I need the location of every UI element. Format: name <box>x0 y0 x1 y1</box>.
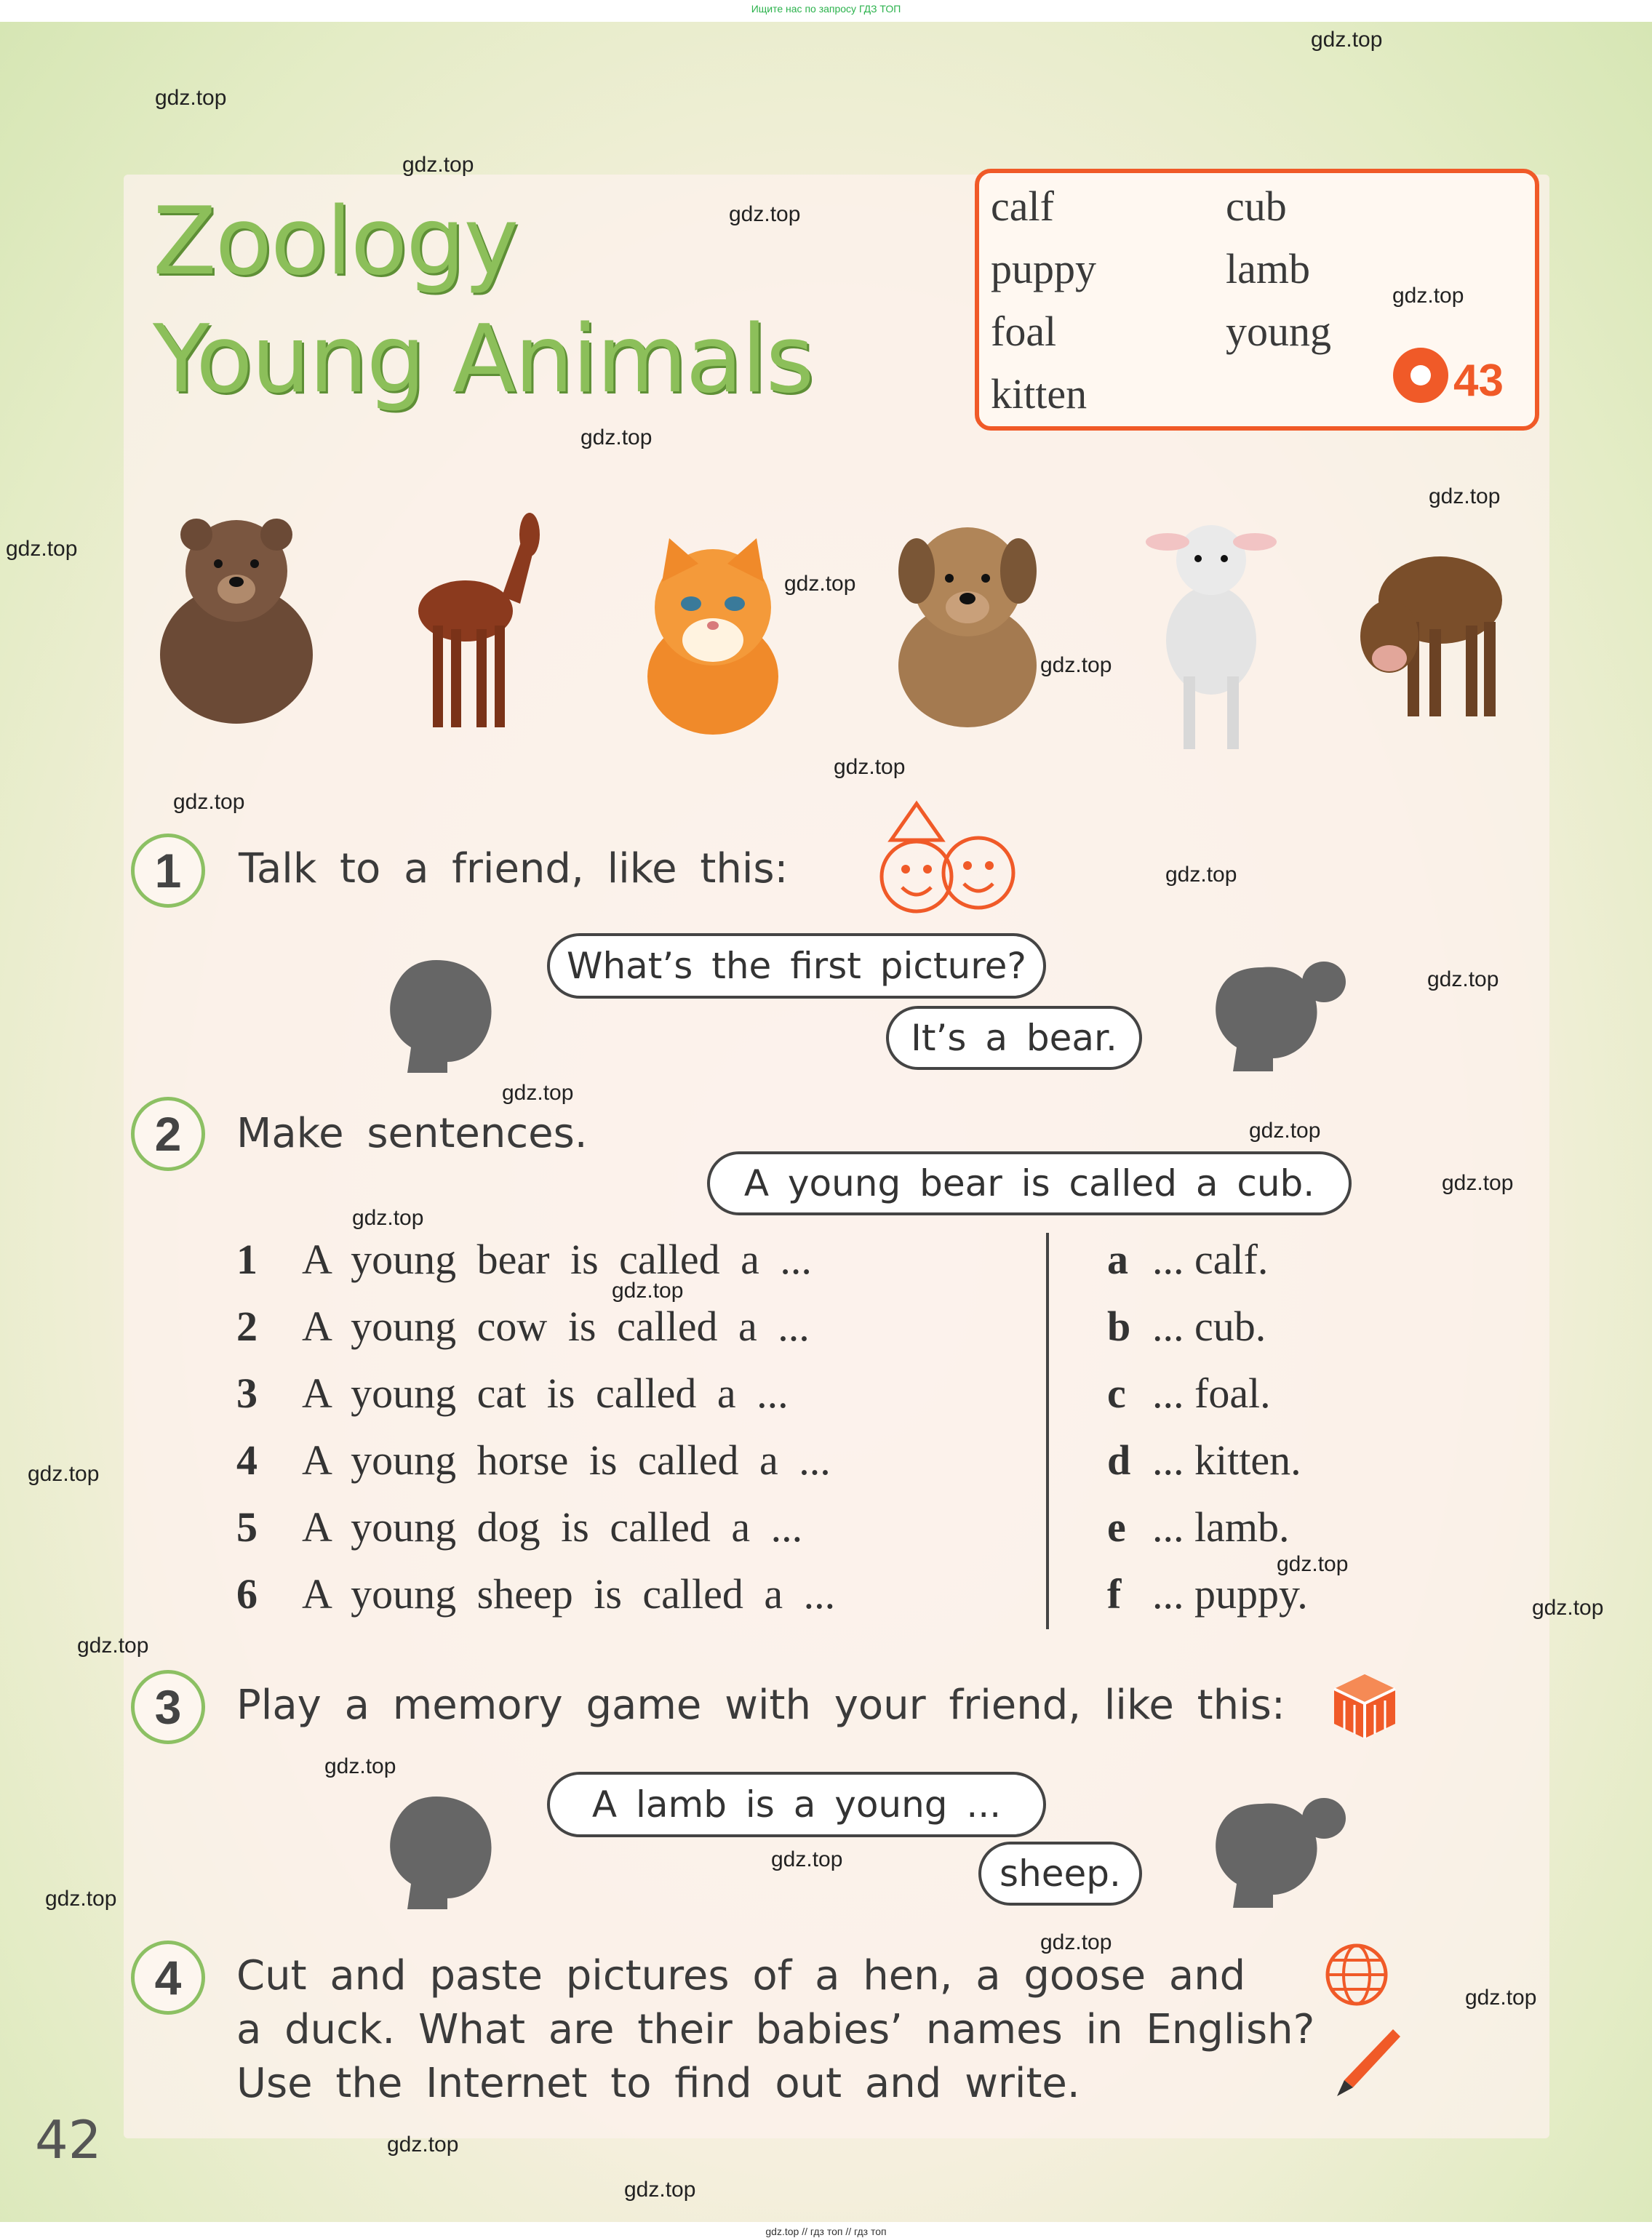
column-divider <box>1046 1233 1049 1629</box>
sentence-text: A young horse is called a ... <box>302 1436 831 1484</box>
puppy-image <box>884 513 1051 731</box>
exercise4-line: Use the Internet to find out and write. <box>236 2060 1080 2107</box>
watermark: gdz.top <box>324 1754 396 1778</box>
sentence-item <box>236 1235 812 1284</box>
watermark: gdz.top <box>624 2178 696 2202</box>
sentence-text: A young sheep is called a ... <box>302 1570 836 1618</box>
exercise1-instruction: Talk to a friend, like this: <box>239 845 789 892</box>
boy-silhouette-icon <box>378 953 502 1076</box>
watermark: gdz.top <box>784 572 856 596</box>
sentence-number: 6 <box>236 1570 258 1618</box>
watermark: gdz.top <box>1392 284 1464 308</box>
sentence-text: A young bear is called a ... <box>302 1236 812 1283</box>
watermark: gdz.top <box>580 425 653 449</box>
girl-silhouette-icon <box>1189 949 1349 1073</box>
sentence-number: 4 <box>236 1436 258 1484</box>
answer-letter: c <box>1107 1370 1126 1417</box>
vocab-word: cub <box>1226 183 1287 230</box>
watermark: gdz.top <box>402 153 474 177</box>
exercise-number: 2 <box>131 1097 205 1171</box>
sentence-number: 3 <box>236 1370 258 1417</box>
sentence-text: A young cat is called a ... <box>302 1370 789 1417</box>
vocab-word: puppy <box>991 245 1096 292</box>
answer-item <box>1107 1570 1308 1618</box>
speech-bubble-answer: sheep. <box>978 1842 1142 1906</box>
exercise-number: 3 <box>131 1670 205 1744</box>
watermark: gdz.top <box>387 2133 459 2157</box>
watermark: gdz.top <box>1442 1171 1514 1195</box>
cube-game-icon <box>1330 1671 1400 1741</box>
boy-silhouette-icon <box>378 1789 502 1913</box>
watermark: gdz.top <box>834 755 906 779</box>
vocab-word: young <box>1226 308 1331 355</box>
exercise4-line: Cut and paste pictures of a hen, a goose and <box>236 1952 1246 1999</box>
header-note: Ищите нас по запросу ГДЗ ТОП <box>751 3 901 15</box>
watermark: gdz.top <box>6 537 78 561</box>
watermark: gdz.top <box>1040 1930 1112 1954</box>
calf-image <box>1338 513 1513 731</box>
exercise4-line: a duck. What are their babies’ names in English? <box>236 2006 1315 2053</box>
watermark: gdz.top <box>502 1081 574 1105</box>
page-number: 42 <box>35 2109 102 2170</box>
answer-text: ... cub. <box>1152 1303 1266 1350</box>
answer-text: ... calf. <box>1152 1236 1269 1283</box>
watermark: gdz.top <box>1427 967 1499 991</box>
answer-item <box>1107 1235 1268 1284</box>
watermark: gdz.top <box>1277 1552 1349 1576</box>
title-young-animals: Young Animals <box>153 305 813 414</box>
speech-bubble-question: A lamb is a young ... <box>547 1772 1046 1837</box>
answer-item <box>1107 1302 1266 1351</box>
watermark: gdz.top <box>1465 1986 1537 2010</box>
watermark: gdz.top <box>1249 1119 1321 1143</box>
bear-cub-image <box>145 509 327 727</box>
globe-icon <box>1324 1942 1389 2007</box>
sentence-item <box>236 1503 802 1551</box>
audio-track-number: 43 <box>1453 356 1504 406</box>
answer-text: ... puppy. <box>1152 1570 1308 1618</box>
sentence-number: 2 <box>236 1303 258 1350</box>
answer-text: ... kitten. <box>1152 1436 1301 1484</box>
watermark: gdz.top <box>1165 863 1237 887</box>
vocab-word: lamb <box>1226 245 1310 292</box>
sentence-item <box>236 1570 835 1618</box>
answer-item <box>1107 1503 1289 1551</box>
girl-silhouette-icon <box>1189 1786 1349 1909</box>
watermark: gdz.top <box>173 790 245 814</box>
sentence-item <box>236 1369 789 1418</box>
exercise3-instruction: Play a memory game with your friend, like this: <box>236 1682 1285 1729</box>
sentence-number: 1 <box>236 1236 258 1283</box>
sentence-number: 5 <box>236 1503 258 1551</box>
answer-item <box>1107 1369 1271 1418</box>
answer-letter: a <box>1107 1236 1128 1283</box>
speech-bubble-question: What’s the first picture? <box>547 933 1046 999</box>
audio-disc-icon[interactable] <box>1393 348 1448 403</box>
sentence-text: A young cow is called a ... <box>302 1303 810 1350</box>
footer-note: gdz.top // гдз топ // гдз топ <box>765 2226 887 2237</box>
example-bubble: A young bear is called a cub. <box>707 1151 1352 1215</box>
lamb-image <box>1138 509 1284 756</box>
answer-letter: b <box>1107 1303 1131 1350</box>
vocab-word: calf <box>991 183 1054 230</box>
watermark: gdz.top <box>352 1206 424 1230</box>
watermark: gdz.top <box>1040 653 1112 677</box>
exercise2-instruction: Make sentences. <box>236 1110 588 1157</box>
watermark: gdz.top <box>729 202 801 226</box>
watermark: gdz.top <box>45 1887 117 1911</box>
vocab-word: kitten <box>991 370 1088 417</box>
sentence-item <box>236 1302 810 1351</box>
vocab-word: foal <box>991 308 1057 355</box>
watermark: gdz.top <box>771 1847 843 1871</box>
sentence-text: A young dog is called a ... <box>302 1503 803 1551</box>
foal-image <box>393 502 538 742</box>
pen-icon <box>1331 2022 1404 2102</box>
answer-letter: d <box>1107 1436 1131 1484</box>
watermark: gdz.top <box>1311 28 1383 52</box>
exercise-number: 4 <box>131 1941 205 2015</box>
watermark: gdz.top <box>1532 1596 1604 1620</box>
sentence-item <box>236 1436 831 1484</box>
talking-faces-icon <box>869 796 1022 920</box>
watermark: gdz.top <box>77 1634 149 1658</box>
watermark: gdz.top <box>28 1462 100 1486</box>
answer-item <box>1107 1436 1301 1484</box>
watermark: gdz.top <box>155 86 227 110</box>
kitten-image <box>626 531 800 742</box>
title-zoology: Zoology <box>153 188 518 296</box>
answer-text: ... foal. <box>1152 1370 1271 1417</box>
answer-letter: f <box>1107 1570 1122 1618</box>
watermark: gdz.top <box>1429 484 1501 508</box>
speech-bubble-answer: It’s a bear. <box>886 1006 1142 1070</box>
answer-letter: e <box>1107 1503 1126 1551</box>
exercise-number: 1 <box>131 834 205 908</box>
answer-text: ... lamb. <box>1152 1503 1290 1551</box>
watermark: gdz.top <box>612 1279 684 1303</box>
